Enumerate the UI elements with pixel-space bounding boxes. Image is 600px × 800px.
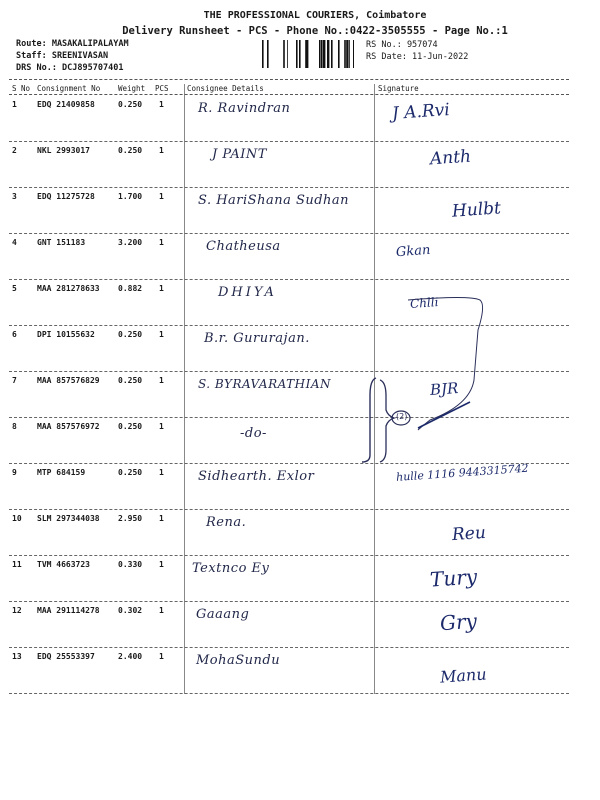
barcode-bar xyxy=(321,40,323,68)
row-weight: 0.250 xyxy=(118,330,143,339)
table-row xyxy=(0,510,600,556)
barcode-bar xyxy=(284,40,285,68)
row-consignee: B.r. Gururajan. xyxy=(204,331,310,346)
row-consignment-no: EDQ 21409858 xyxy=(37,100,95,109)
row-weight: 1.700 xyxy=(118,192,143,201)
row-pcs: 1 xyxy=(159,652,164,661)
barcode-bar xyxy=(346,40,347,68)
row-sno: 13 xyxy=(12,652,22,661)
row-consignment-no: MAA 857576972 xyxy=(37,422,100,431)
row-sno: 4 xyxy=(12,238,17,247)
barcode-bar xyxy=(283,40,284,68)
row-signature: Gry xyxy=(439,608,478,636)
row-pcs: 1 xyxy=(159,284,164,293)
staff-label: Staff: SREENIVASAN xyxy=(16,51,109,61)
row-sno: 3 xyxy=(12,192,17,201)
table-row xyxy=(0,418,600,464)
row-consignment-no: MAA 281278633 xyxy=(37,284,100,293)
table-top-rule xyxy=(9,79,569,80)
row-signature: J A.Rvi xyxy=(391,100,451,124)
bracket-note: (2) xyxy=(396,412,408,421)
table-row xyxy=(0,648,600,694)
row-consignment-no: MTP 684159 xyxy=(37,468,86,477)
barcode-bar xyxy=(327,40,329,68)
barcode-bar xyxy=(323,40,325,68)
table-row xyxy=(0,280,600,326)
row-consignment-no: DPI 10155632 xyxy=(37,330,95,339)
row-signature: Gkan xyxy=(395,242,431,261)
row-pcs: 1 xyxy=(159,422,164,431)
runsheet-subtitle: Delivery Runsheet - PCS - Phone No.:0422-3505555 - Page No.:1 xyxy=(122,25,508,37)
barcode-bar xyxy=(338,40,340,68)
row-consignment-no: MAA 291114278 xyxy=(37,606,100,615)
row-consignee: Chatheusa xyxy=(206,239,281,254)
barcode-bar xyxy=(262,40,264,68)
row-signature: Manu xyxy=(439,664,488,687)
row-weight: 2.950 xyxy=(118,514,143,523)
row-weight: 3.200 xyxy=(118,238,143,247)
barcode-bar xyxy=(287,40,288,68)
table-row xyxy=(0,372,600,418)
row-sno: 7 xyxy=(12,376,17,385)
row-consignment-no: MAA 857576829 xyxy=(37,376,100,385)
barcode-bar xyxy=(299,40,301,68)
table-row xyxy=(0,234,600,280)
row-sno: 6 xyxy=(12,330,17,339)
barcode-bar xyxy=(296,40,298,68)
barcode-bar xyxy=(319,40,321,68)
row-consignment-no: NKL 2993017 xyxy=(37,146,90,155)
row-weight: 0.250 xyxy=(118,376,143,385)
col-header-consignee: Consignee Details xyxy=(187,84,264,93)
barcode-bar xyxy=(305,40,306,68)
row-weight: 0.250 xyxy=(118,468,143,477)
row-consignee: Textnco Ey xyxy=(192,561,270,576)
barcode-bar xyxy=(344,40,345,68)
table-row xyxy=(0,188,600,234)
row-consignee: R. Ravindran xyxy=(198,101,291,116)
barcode-bar xyxy=(349,40,350,68)
rs-number: RS No.: 957074 xyxy=(366,40,438,50)
row-consignment-no: EDQ 11275728 xyxy=(37,192,95,201)
barcode xyxy=(262,40,354,68)
row-divider xyxy=(9,693,569,694)
row-consignee: Sidhearth. Exlor xyxy=(198,469,315,484)
row-consignee: -do- xyxy=(240,426,267,441)
row-consignment-no: TVM 4663723 xyxy=(37,560,90,569)
row-signature: Hulbt xyxy=(451,198,502,222)
row-pcs: 1 xyxy=(159,330,164,339)
table-row xyxy=(0,556,600,602)
table-row xyxy=(0,96,600,142)
row-signature: Reu xyxy=(451,522,487,546)
barcode-bar xyxy=(331,40,333,68)
row-pcs: 1 xyxy=(159,560,164,569)
header-bottom-rule xyxy=(9,94,569,95)
row-weight: 0.250 xyxy=(118,146,143,155)
col-header-sno: S No xyxy=(12,84,31,93)
row-pcs: 1 xyxy=(159,146,164,155)
row-signature: hulle 1116 9443315742 xyxy=(395,461,529,484)
row-sno: 1 xyxy=(12,100,17,109)
row-weight: 0.250 xyxy=(118,422,143,431)
row-pcs: 1 xyxy=(159,238,164,247)
row-sno: 5 xyxy=(12,284,17,293)
table-row xyxy=(0,326,600,372)
row-signature: Chlli xyxy=(409,295,439,311)
row-sno: 2 xyxy=(12,146,17,155)
row-weight: 2.400 xyxy=(118,652,143,661)
col-header-signature: Signature xyxy=(378,84,419,93)
barcode-bar xyxy=(306,40,308,68)
row-pcs: 1 xyxy=(159,192,164,201)
row-consignment-no: GNT 151183 xyxy=(37,238,86,247)
route-label: Route: MASAKALIPALAYAM xyxy=(16,39,129,49)
row-pcs: 1 xyxy=(159,468,164,477)
row-sno: 11 xyxy=(12,560,22,569)
row-sno: 9 xyxy=(12,468,17,477)
col-header-pcs: PCS xyxy=(155,84,169,93)
row-consignee: Gaaang xyxy=(196,607,250,622)
row-signature: Anth xyxy=(429,146,472,170)
row-consignee: S. BYRAVARATHIAN xyxy=(198,377,331,391)
row-pcs: 1 xyxy=(159,100,164,109)
row-weight: 0.882 xyxy=(118,284,143,293)
row-weight: 0.250 xyxy=(118,100,143,109)
row-consignment-no: SLM 297344038 xyxy=(37,514,100,523)
barcode-bar xyxy=(353,40,354,68)
table-row xyxy=(0,142,600,188)
row-consignee: Rena. xyxy=(206,515,247,530)
row-sno: 12 xyxy=(12,606,22,615)
barcode-bar xyxy=(347,40,349,68)
col-header-consignment: Consignment No xyxy=(37,84,101,93)
row-sno: 10 xyxy=(12,514,22,523)
col-header-weight: Weight xyxy=(118,84,146,93)
row-weight: 0.302 xyxy=(118,606,143,615)
row-consignee: J PAINT xyxy=(212,147,267,162)
row-consignee: MohaSundu xyxy=(196,653,281,668)
company-title: THE PROFESSIONAL COURIERS, Coimbatore xyxy=(203,10,427,21)
row-consignee: DHIYA xyxy=(218,285,277,300)
rs-date: RS Date: 11-Jun-2022 xyxy=(366,52,469,62)
barcode-bar xyxy=(345,40,346,68)
table-row xyxy=(0,602,600,648)
row-signature: BJR xyxy=(429,379,459,399)
row-consignment-no: EDQ 25553397 xyxy=(37,652,95,661)
row-sno: 8 xyxy=(12,422,17,431)
row-pcs: 1 xyxy=(159,376,164,385)
row-pcs: 1 xyxy=(159,606,164,615)
barcode-bar xyxy=(267,40,269,68)
drs-number: DRS No.: DCJ895707401 xyxy=(16,63,124,73)
row-signature: Tury xyxy=(429,564,478,592)
row-consignee: S. HariShana Sudhan xyxy=(198,193,350,208)
table-row xyxy=(0,461,600,510)
row-weight: 0.330 xyxy=(118,560,143,569)
row-pcs: 1 xyxy=(159,514,164,523)
